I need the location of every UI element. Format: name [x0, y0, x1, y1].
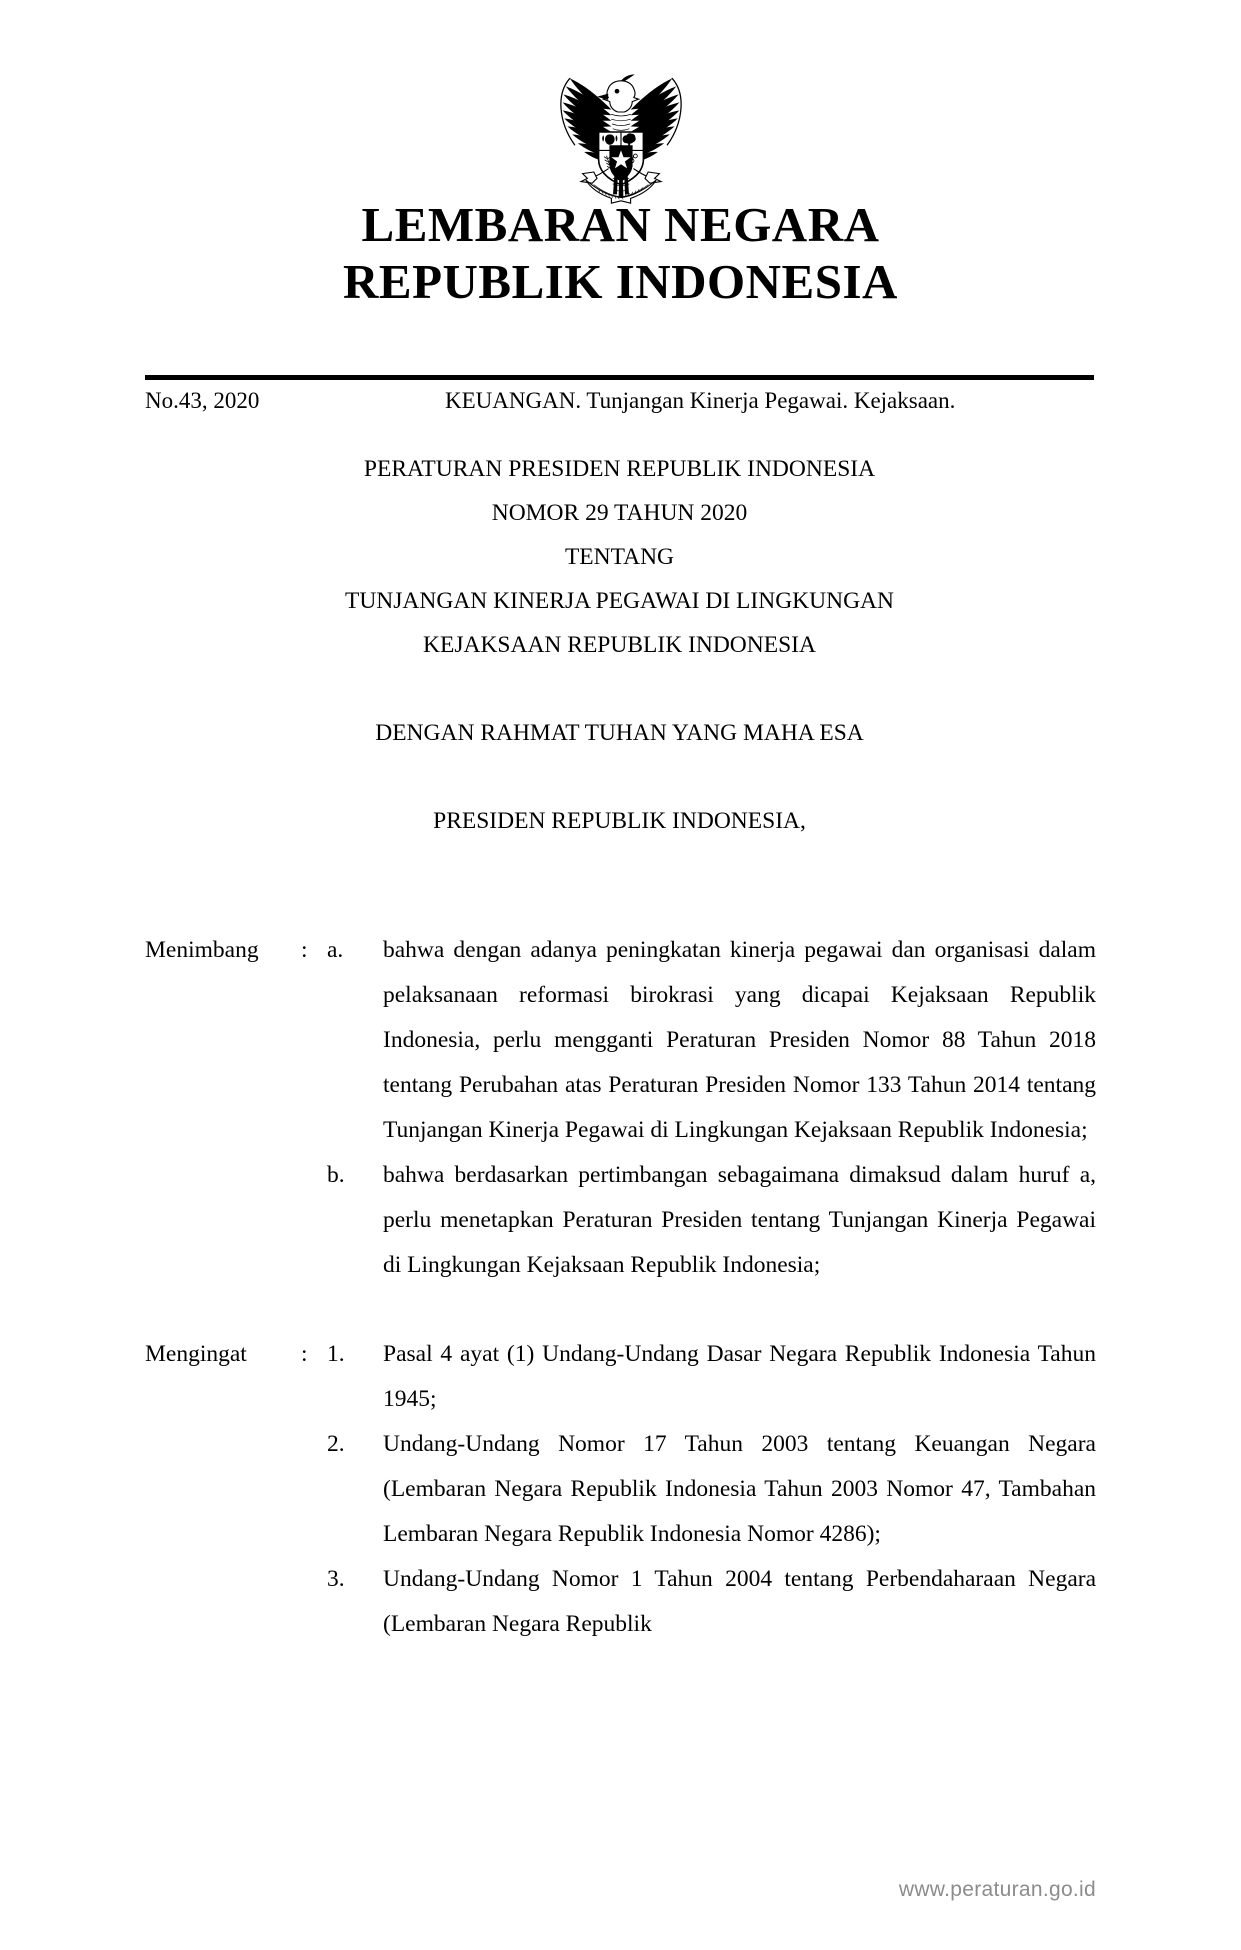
- clause-group-mengingat: [145, 1332, 1096, 1647]
- gazette-number: No.43, 2020: [145, 388, 260, 413]
- clause-item: [145, 1557, 1096, 1647]
- clause-text-2: Undang-Undang Nomor 17 Tahun 2003 tentang Keuangan Negara (Lembaran Negara Republik Indonesia Tahun 2003 Nomor 47, Tambahan Lembaran Negara Republik Indonesia Nomor 4286);: [383, 1431, 1096, 1547]
- issuing-official: PRESIDEN REPUBLIK INDONESIA,: [433, 808, 806, 834]
- masthead-line-1: LEMBARAN NEGARA: [361, 197, 880, 252]
- regulation-about-label: TENTANG: [564, 544, 675, 570]
- clause-group-menimbang: [145, 928, 1096, 1288]
- regulation-subject-line-1: TUNJANGAN KINERJA PEGAWAI DI LINGKUNGAN: [344, 588, 894, 614]
- clause-group-spacer: [145, 1288, 1096, 1332]
- gazette-subjects: KEUANGAN. Tunjangan Kinerja Pegawai. Kejaksaan.: [445, 388, 956, 413]
- clause-text-a: bahwa dengan adanya peningkatan kinerja pegawai dan organisasi dalam pelaksanaan reformasi birokrasi yang dicapai Kejaksaan Republik Indonesia, perlu mengganti Peraturan Presiden Nomor 88 Tahun 2018 tentang Perubahan atas Peraturan Presiden Nomor 133 Tahun 2014 tentang Tunjangan Kinerja Pegawai di Lingkungan Kejaksaan Republik Indonesia;: [383, 937, 1096, 1143]
- regulation-subject-line-2: KEJAKSAAN REPUBLIK INDONESIA: [423, 632, 816, 658]
- title-spacer-2: [145, 755, 1094, 799]
- masthead: [0, 196, 1241, 310]
- header-rule: [145, 375, 1094, 380]
- clause-marker-1: 1.: [327, 1341, 345, 1367]
- clause-item: [145, 1422, 1096, 1557]
- clause-marker-2: 2.: [327, 1431, 345, 1457]
- divine-invocation: DENGAN RAHMAT TUHAN YANG MAHA ESA: [375, 720, 864, 746]
- clause-item: [145, 1153, 1096, 1288]
- title-block: [145, 447, 1094, 843]
- footer-watermark: www.peraturan.go.id: [898, 1878, 1096, 1901]
- clause-section: [145, 928, 1096, 1647]
- clause-text-3: Undang-Undang Nomor 1 Tahun 2004 tentang Perbendaharaan Negara (Lembaran Negara Republik: [383, 1566, 1096, 1637]
- regulation-number: NOMOR 29 TAHUN 2020: [491, 500, 748, 526]
- clause-marker-3: 3.: [327, 1566, 345, 1592]
- title-spacer-1: [145, 667, 1094, 711]
- clause-colon: :: [301, 937, 308, 963]
- emblem-container: [0, 52, 1241, 209]
- clause-label-menimbang: Menimbang: [145, 937, 259, 963]
- clause-item: [145, 1332, 1096, 1422]
- clause-marker-b: b.: [327, 1162, 345, 1188]
- regulation-authority: PERATURAN PRESIDEN REPUBLIK INDONESIA: [363, 456, 876, 482]
- clause-text-b: bahwa berdasarkan pertimbangan sebagaimana dimaksud dalam huruf a, perlu menetapkan Peraturan Presiden tentang Tunjangan Kinerja Pegawai di Lingkungan Kejaksaan Republik Indonesia;: [383, 1162, 1096, 1278]
- clause-colon: :: [301, 1341, 308, 1367]
- masthead-line-2: REPUBLIK INDONESIA: [343, 254, 898, 309]
- clause-text-1: Pasal 4 ayat (1) Undang-Undang Dasar Negara Republik Indonesia Tahun 1945;: [383, 1341, 1096, 1412]
- clause-item: [145, 928, 1096, 1153]
- clause-label-mengingat: Mengingat: [145, 1341, 247, 1367]
- garuda-pancasila-icon: [541, 52, 701, 204]
- running-head: [145, 386, 1094, 416]
- clause-marker-a: a.: [327, 937, 344, 963]
